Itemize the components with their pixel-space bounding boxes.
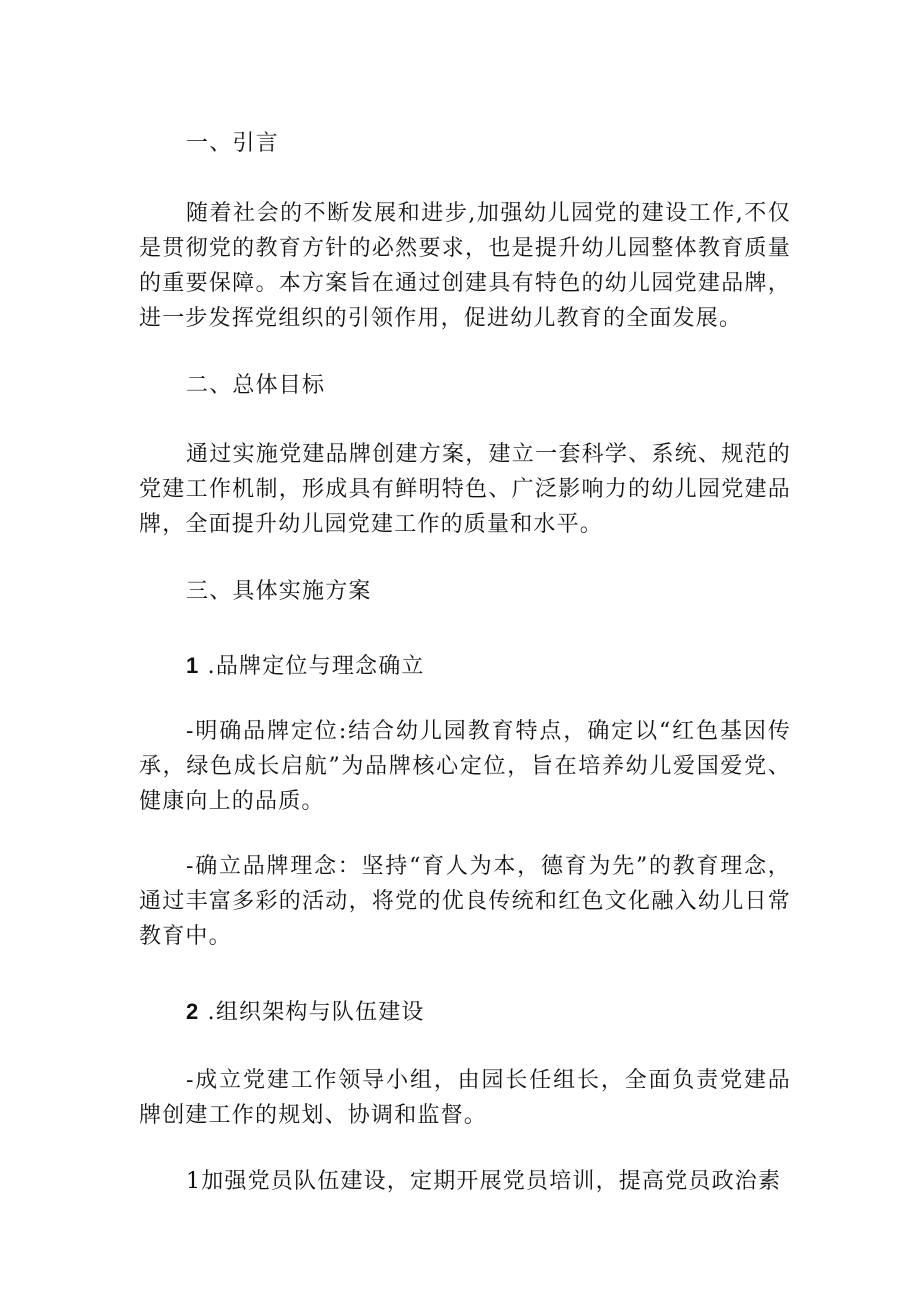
paragraph-brand-philosophy: -确立品牌理念：坚持“育人为本，德育为先”的教育理念，通过丰富多彩的活动，将党的优良传统和红色文化融入幼儿日常教育中。 bbox=[139, 854, 791, 949]
subsection-number: 2 bbox=[186, 999, 200, 1024]
paragraph-leadership-group: -成立党建工作领导小组，由园长任组长，全面负责党建品牌创建工作的规划、协调和监督。 bbox=[139, 1068, 791, 1128]
section-heading-introduction: 一、引言 bbox=[186, 131, 279, 156]
paragraph-brand-positioning: -明确品牌定位:结合幼儿园教育特点，确定以“红色基因传承，绿色成长启航”为品牌核心定位，旨在培养幼儿爱国爱党、健康向上的品质。 bbox=[139, 719, 791, 814]
subsection-title: .品牌定位与理念确立 bbox=[207, 654, 425, 679]
subsection-heading-brand-positioning bbox=[186, 646, 836, 687]
subsection-number: 1 bbox=[186, 653, 200, 678]
paragraph-introduction: 随着社会的不断发展和进步,加强幼儿园党的建设工作,不仅是贯彻党的教育方针的必然要求，也是提升幼儿园整体教育质量的重要保障。本方案旨在通过创建具有特色的幼儿园党建品牌，进一步发挥党组织的引领作用，促进幼儿教育的全面发展。 bbox=[139, 201, 791, 331]
subsection-title: .组织架构与队伍建设 bbox=[207, 1000, 425, 1025]
paragraph-party-member-team: 1加强党员队伍建设，定期开展党员培训，提高党员政治素 bbox=[186, 1169, 782, 1194]
paragraph-overall-goal: 通过实施党建品牌创建方案，建立一套科学、系统、规范的党建工作机制，形成具有鲜明特色、广泛影响力的幼儿园党建品牌，全面提升幼儿园党建工作的质量和水平。 bbox=[139, 442, 791, 537]
section-heading-overall-goal: 二、总体目标 bbox=[186, 373, 326, 398]
section-heading-implementation: 三、具体实施方案 bbox=[186, 579, 372, 604]
subsection-heading-organization bbox=[186, 992, 836, 1033]
